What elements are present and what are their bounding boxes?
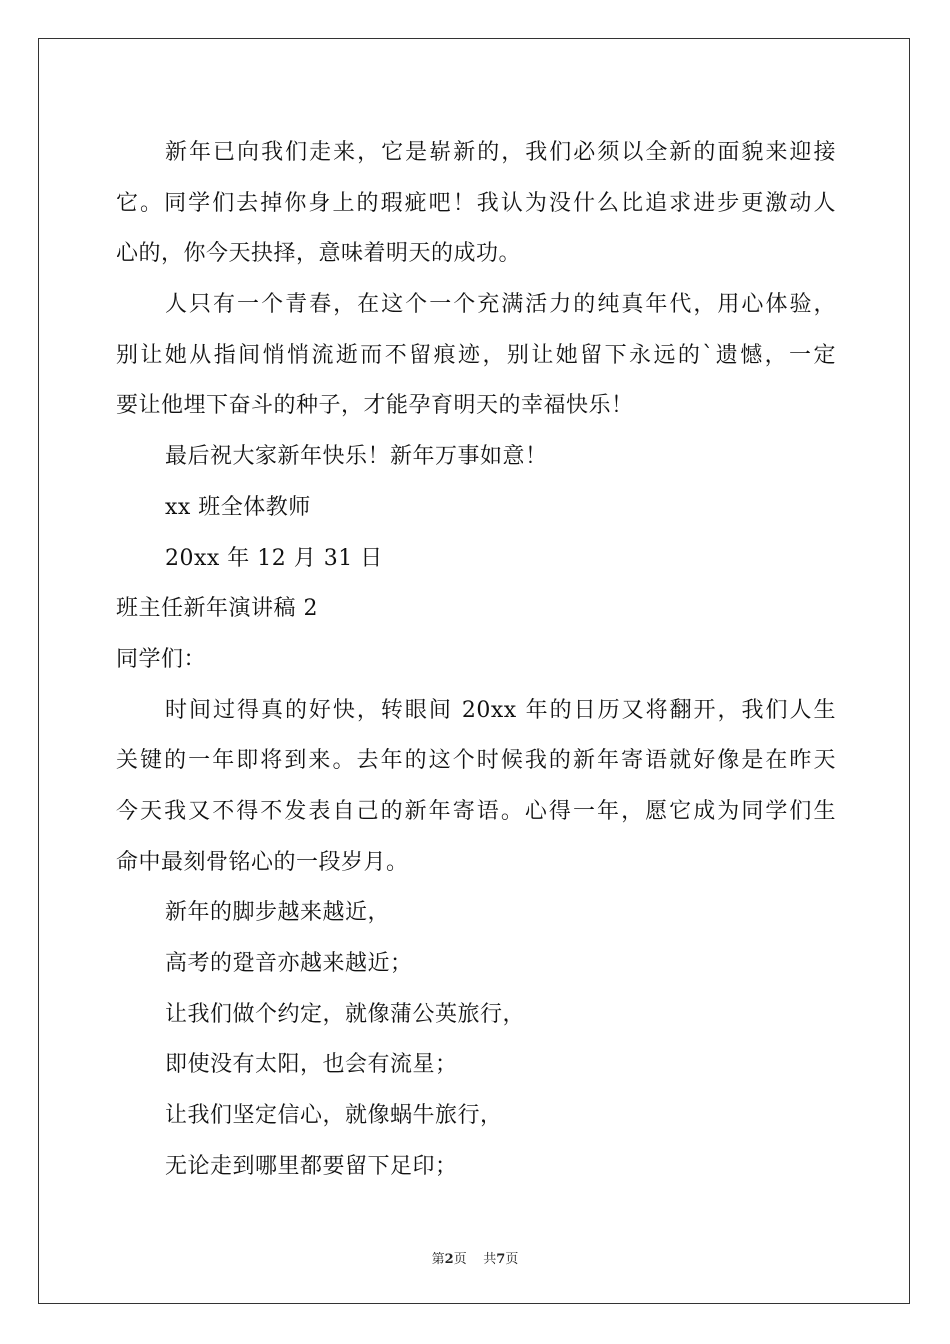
salutation: 同学们： [116,646,207,672]
total-prefix: 共 [483,1252,497,1267]
paragraph-3-line-2: 关键的一年即将到来。去年的这个时候我的新年寄语就好像是在昨天 [116,748,836,774]
poem-line-6: 无论走到哪里都要留下足印； [165,1153,458,1179]
total-pages: 7 [496,1252,506,1267]
paragraph-1-line-3: 心的，你今天抉择，意味着明天的成功。 [116,241,522,267]
poem-line-5: 让我们坚定信心，就像蜗牛旅行， [165,1103,503,1129]
paragraph-1-line-2: 它。同学们去掉你身上的瑕疵吧！我认为没什么比追求进步更激动人 [116,190,836,216]
total-suffix: 页 [505,1252,519,1267]
poem-line-1: 新年的脚步越来越近， [165,900,391,926]
closing-wishes: 最后祝大家新年快乐！新年万事如意！ [165,444,548,470]
page-prefix: 第 [431,1252,445,1267]
paragraph-3-line-4: 命中最刻骨铭心的一段岁月。 [116,849,409,875]
paragraph-2-line-1: 人只有一个青春，在这个一个充满活力的纯真年代，用心体验， [165,292,836,318]
page-suffix: 页 [453,1252,467,1267]
paragraph-3-line-1: 时间过得真的好快，转眼间 20xx 年的日历又将翻开，我们人生 [165,697,836,723]
poem-line-3: 让我们做个约定，就像蒲公英旅行， [165,1001,526,1027]
poem-line-2: 高考的跫音亦越来越近； [165,951,413,976]
paragraph-1-line-1: 新年已向我们走来，它是崭新的，我们必须以全新的面貌来迎接 [165,140,836,165]
page-number: 2 [444,1252,454,1267]
signature: xx 班全体教师 [165,494,311,520]
paragraph-3-line-3: 今天我又不得不发表自己的新年寄语。心得一年，愿它成为同学们生 [116,798,836,824]
date: 20xx 年 12 月 31 日 [165,545,383,571]
paragraph-2-line-2: 别让她从指间悄悄流逝而不留痕迹，别让她留下永远的`遗憾，一定 [116,342,836,368]
poem-line-4: 即使没有太阳，也会有流星； [165,1052,458,1078]
section-title: 班主任新年演讲稿 2 [116,596,318,622]
paragraph-2-line-3: 要让他埋下奋斗的种子，才能孕育明天的幸福快乐！ [116,393,634,419]
document-body [116,128,836,1192]
page-footer [0,1248,950,1267]
